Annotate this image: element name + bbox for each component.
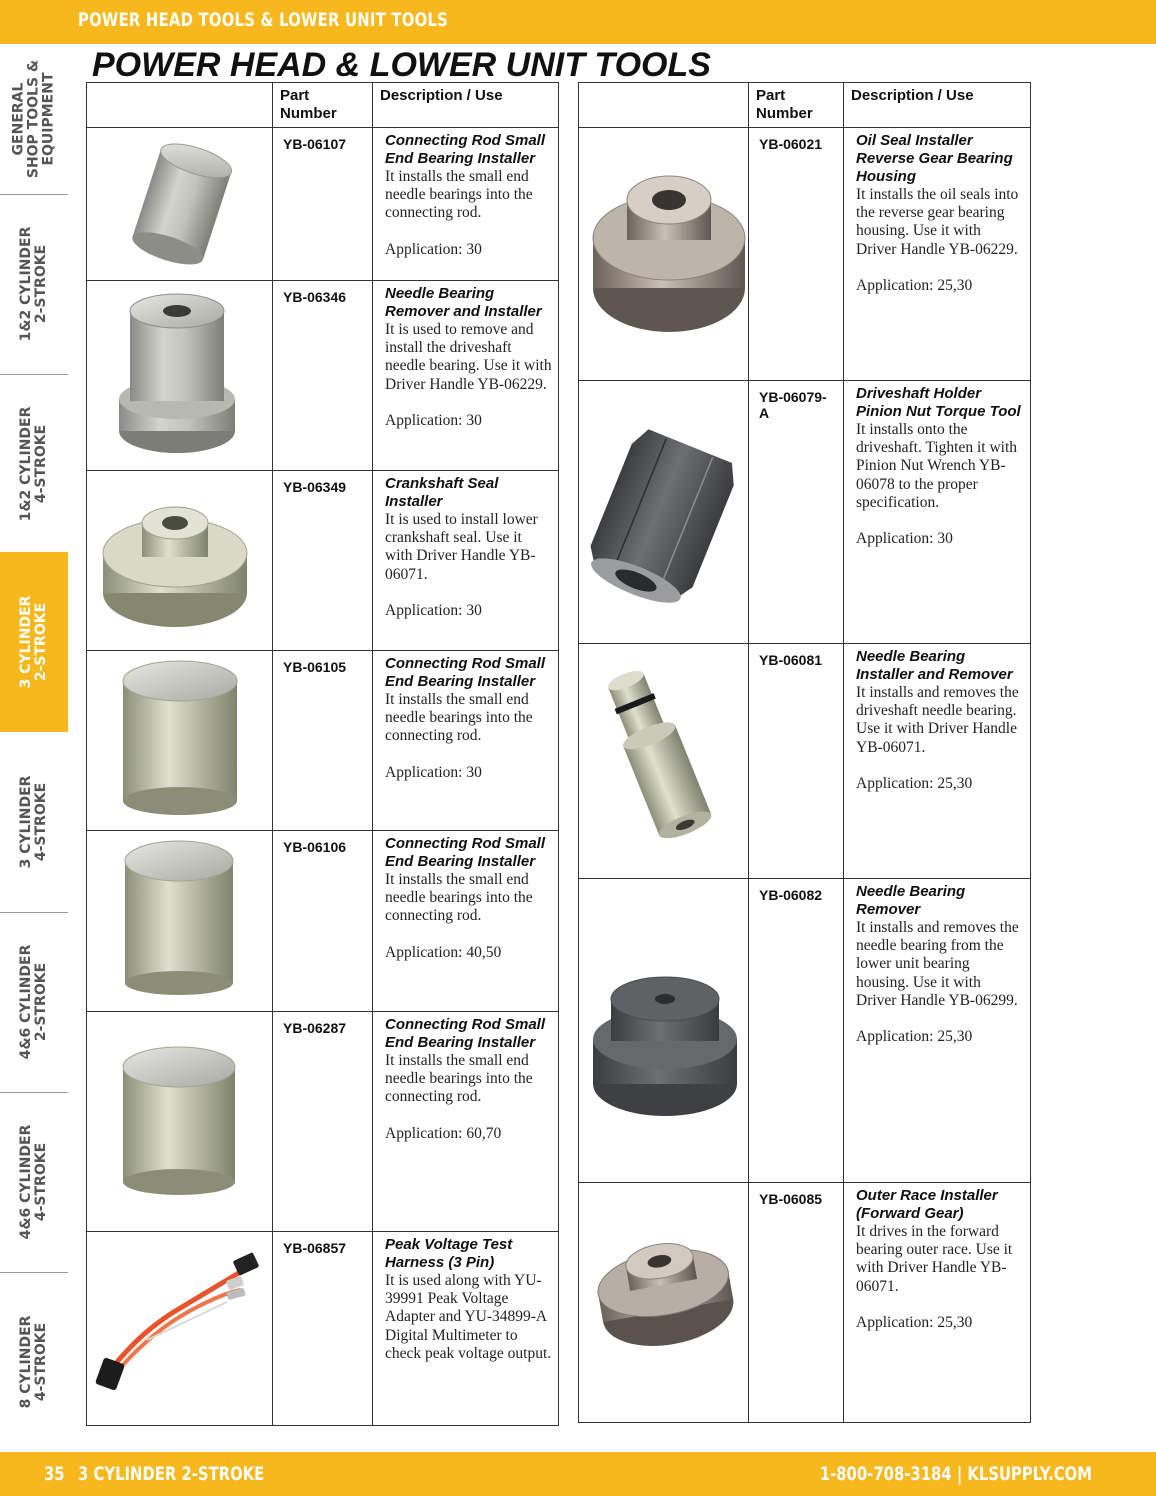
tab-3-cylinder-2-stroke[interactable] bbox=[0, 552, 68, 732]
description-cell bbox=[373, 1012, 559, 1232]
description-cell bbox=[844, 381, 1031, 644]
part-number: YB-06857 bbox=[273, 1232, 373, 1426]
tool-application: Application: 30 bbox=[385, 411, 482, 429]
part-number: YB-06081 bbox=[749, 644, 844, 879]
description-cell bbox=[844, 128, 1031, 381]
tab-3-cylinder-4-stroke[interactable] bbox=[0, 732, 68, 913]
tool-application: Application: 30 bbox=[385, 240, 482, 258]
tool-description: It drives in the forward bearing outer race. Use it with Driver Handle YB-06071. bbox=[856, 1223, 1013, 1295]
tab-label: 4&6 CYLINDER 2-STROKE bbox=[18, 944, 49, 1060]
tab-label: 1&2 CYLINDER 4-STROKE bbox=[18, 406, 49, 522]
table-row bbox=[87, 831, 559, 1012]
tool-name: Connecting Rod Small End Bearing Installer bbox=[385, 655, 546, 690]
description-header: Description / Use bbox=[844, 83, 1031, 128]
table-row bbox=[579, 381, 1031, 644]
product-image bbox=[579, 128, 749, 381]
cylinder-tool-image bbox=[87, 651, 273, 831]
tool-description: It is used along with YU-39991 Peak Voltage Adapter and YU-34899-A Digital Multimeter to check peak voltage output. bbox=[385, 1272, 552, 1362]
crankshaft-seal-tool-image bbox=[87, 471, 273, 651]
tab-1-2-cylinder-4-stroke[interactable] bbox=[0, 374, 68, 555]
product-image bbox=[87, 651, 273, 831]
tool-name: Crankshaft Seal Installer bbox=[385, 475, 499, 510]
tool-name: Peak Voltage Test Harness (3 Pin) bbox=[385, 1236, 513, 1271]
part-number: YB-06349 bbox=[273, 471, 373, 651]
tool-application: Application: 40,50 bbox=[385, 943, 502, 961]
tool-application: Application: 25,30 bbox=[856, 1028, 973, 1046]
image-column-header bbox=[87, 83, 273, 128]
tab-label: 3 CYLINDER 4-STROKE bbox=[18, 775, 49, 869]
tool-description: It installs the small end needle bearings into the connecting rod. bbox=[385, 871, 533, 925]
left-parts-table bbox=[86, 82, 559, 1426]
tool-description: It installs the small end needle bearings into the connecting rod. bbox=[385, 1052, 533, 1106]
table-row bbox=[87, 471, 559, 651]
description-cell bbox=[373, 128, 559, 281]
product-image bbox=[87, 1012, 273, 1232]
test-harness-image bbox=[87, 1232, 273, 1426]
tab-4-6-cylinder-4-stroke[interactable] bbox=[0, 1092, 68, 1273]
cylinder-tool-image bbox=[87, 1012, 273, 1232]
outer-race-installer-image bbox=[579, 1183, 749, 1423]
cylinder-tool-image bbox=[87, 831, 273, 1012]
image-column-header bbox=[579, 83, 749, 128]
tab-label: GENERAL SHOP TOOLS & EQUIPMENT bbox=[10, 59, 57, 179]
product-image bbox=[87, 281, 273, 471]
tab-label: 3 CYLINDER 2-STROKE bbox=[18, 595, 49, 689]
part-number: YB-06107 bbox=[273, 128, 373, 281]
tool-description: It installs the small end needle bearings into the connecting rod. bbox=[385, 691, 533, 745]
footer-section-name: 3 CYLINDER 2-STROKE bbox=[78, 1463, 265, 1485]
needle-bearing-tool-image bbox=[87, 281, 273, 471]
part-number: YB-06346 bbox=[273, 281, 373, 471]
tool-name: Driveshaft Holder Pinion Nut Torque Tool bbox=[856, 385, 1021, 420]
description-cell bbox=[844, 879, 1031, 1183]
tab-label: 4&6 CYLINDER 4-STROKE bbox=[18, 1124, 49, 1240]
tool-name: Needle Bearing Remover and Installer bbox=[385, 285, 542, 320]
description-cell bbox=[844, 644, 1031, 879]
part-number: YB-06106 bbox=[273, 831, 373, 1012]
tool-application: Application: 25,30 bbox=[856, 1313, 973, 1331]
part-number-header: Part Number bbox=[749, 83, 844, 128]
table-row bbox=[87, 1232, 559, 1426]
table-row bbox=[579, 128, 1031, 381]
table-row bbox=[579, 1183, 1031, 1423]
oil-seal-installer-image bbox=[579, 128, 749, 381]
tool-description: It installs and removes the needle bearing from the lower unit bearing housing. Use it with Driver Handle YB-06299. bbox=[856, 919, 1019, 1009]
tab-8-cylinder-4-stroke[interactable] bbox=[0, 1272, 68, 1452]
description-cell bbox=[373, 471, 559, 651]
tool-application: Application: 30 bbox=[856, 530, 953, 548]
header-bar bbox=[0, 0, 1156, 44]
description-header: Description / Use bbox=[373, 83, 559, 128]
part-number: YB-06105 bbox=[273, 651, 373, 831]
tool-name: Connecting Rod Small End Bearing Installer bbox=[385, 132, 546, 167]
tool-name: Needle Bearing Installer and Remover bbox=[856, 648, 1013, 683]
part-number: YB-06021 bbox=[749, 128, 844, 381]
tool-name: Connecting Rod Small End Bearing Installer bbox=[385, 835, 546, 870]
tab-4-6-cylinder-2-stroke[interactable] bbox=[0, 912, 68, 1093]
page-title: POWER HEAD & LOWER UNIT TOOLS bbox=[92, 46, 711, 84]
driveshaft-holder-image bbox=[579, 381, 749, 644]
tool-description: It is used to remove and install the driveshaft needle bearing. Use it with Driver Handle YB-06229. bbox=[385, 321, 552, 393]
table-row bbox=[87, 651, 559, 831]
description-cell bbox=[373, 1232, 559, 1426]
footer-bar bbox=[0, 1452, 1156, 1496]
product-image bbox=[87, 831, 273, 1012]
product-image bbox=[579, 644, 749, 879]
part-number: YB-06079-A bbox=[749, 381, 844, 644]
footer-contact[interactable]: 1-800-708-3184 | KLSUPPLY.COM bbox=[819, 1463, 1092, 1485]
tool-description: It installs the oil seals into the reverse gear bearing housing. Use it with Driver Handle YB-06229. bbox=[856, 186, 1019, 258]
tool-name: Outer Race Installer (Forward Gear) bbox=[856, 1187, 998, 1222]
part-number: YB-06082 bbox=[749, 879, 844, 1183]
product-image bbox=[87, 471, 273, 651]
tool-description: It installs and removes the driveshaft needle bearing. Use it with Driver Handle YB-06071. bbox=[856, 684, 1019, 756]
tab-1-2-cylinder-2-stroke[interactable] bbox=[0, 194, 68, 375]
tool-name: Oil Seal Installer Reverse Gear Bearing Housing bbox=[856, 132, 1013, 185]
part-number: YB-06287 bbox=[273, 1012, 373, 1232]
small-cylinder-tool-image bbox=[87, 128, 273, 281]
table-row bbox=[87, 281, 559, 471]
right-parts-table bbox=[578, 82, 1031, 1423]
product-image bbox=[579, 879, 749, 1183]
tool-description: It installs the small end needle bearings into the connecting rod. bbox=[385, 168, 533, 222]
product-image bbox=[579, 381, 749, 644]
product-image bbox=[87, 1232, 273, 1426]
description-cell bbox=[373, 281, 559, 471]
tool-description: It installs onto the driveshaft. Tighten it with Pinion Nut Wrench YB-06078 to the proper specification. bbox=[856, 421, 1018, 511]
header-title: POWER HEAD TOOLS & LOWER UNIT TOOLS bbox=[78, 9, 449, 31]
section-sidebar bbox=[0, 44, 68, 1452]
tab-label: 8 CYLINDER 4-STROKE bbox=[18, 1315, 49, 1409]
needle-bearing-remover-image bbox=[579, 879, 749, 1183]
tool-application: Application: 25,30 bbox=[856, 276, 973, 294]
tool-application: Application: 30 bbox=[385, 601, 482, 619]
table-row bbox=[579, 644, 1031, 879]
description-cell bbox=[373, 831, 559, 1012]
part-number-header: Part Number bbox=[273, 83, 373, 128]
tab-general-shop-tools[interactable] bbox=[0, 44, 68, 195]
tool-application: Application: 25,30 bbox=[856, 774, 973, 792]
table-row bbox=[87, 1012, 559, 1232]
product-image bbox=[579, 1183, 749, 1423]
needle-bearing-installer-image bbox=[579, 644, 749, 879]
tab-label: 1&2 CYLINDER 2-STROKE bbox=[18, 226, 49, 342]
description-cell bbox=[373, 651, 559, 831]
part-number: YB-06085 bbox=[749, 1183, 844, 1423]
tool-application: Application: 60,70 bbox=[385, 1124, 502, 1142]
table-row bbox=[87, 128, 559, 281]
product-image bbox=[87, 128, 273, 281]
tool-name: Connecting Rod Small End Bearing Installer bbox=[385, 1016, 546, 1051]
tool-description: It is used to install lower crankshaft seal. Use it with Driver Handle YB-06071. bbox=[385, 511, 538, 583]
table-row bbox=[579, 879, 1031, 1183]
page-number: 35 bbox=[44, 1463, 65, 1485]
tool-name: Needle Bearing Remover bbox=[856, 883, 966, 918]
tool-application: Application: 30 bbox=[385, 763, 482, 781]
description-cell bbox=[844, 1183, 1031, 1423]
